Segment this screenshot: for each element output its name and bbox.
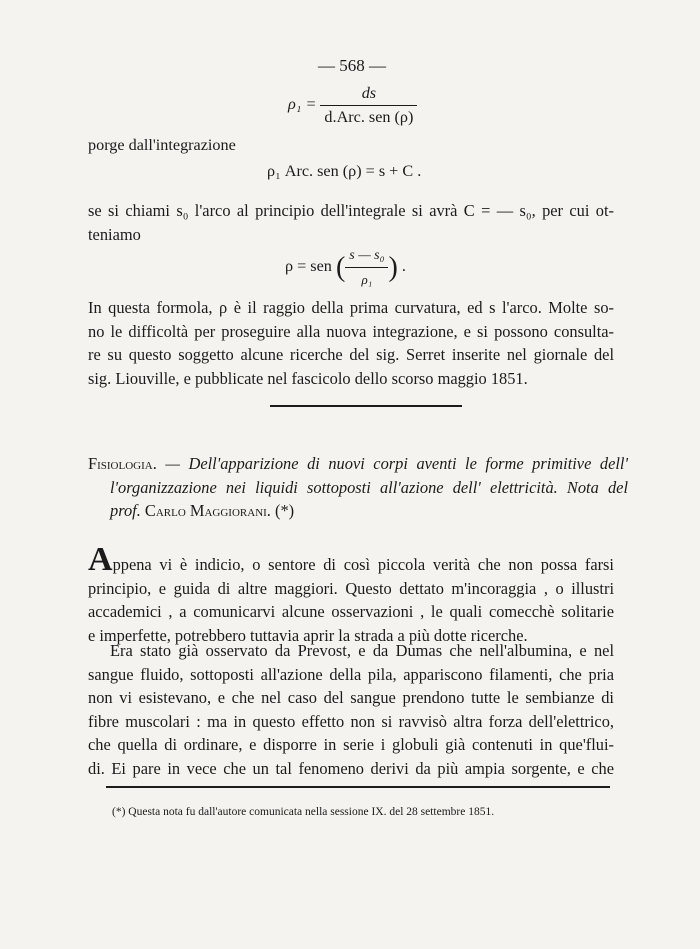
section-divider xyxy=(270,405,462,407)
paragraph-4-line: di. Ei pare in vece che un tal fenomeno derivi da più ampia sorgente, e che xyxy=(88,758,614,778)
paragraph-4-line: che quella di ordinare, e disporre in serie i globuli già contenuti in que'flui- xyxy=(88,735,614,754)
paragraph-1-line: teniamo xyxy=(88,224,141,244)
paragraph-3-first-line-text: ppena vi è indicio, o sentore di così piccola verità che non possa farsi xyxy=(112,555,614,574)
paragraph-1 xyxy=(88,199,614,246)
equation-2: ρ₁ Arc. sen (ρ) = s + C . xyxy=(267,162,422,180)
article-heading xyxy=(88,452,628,523)
footnote: (*) Questa nota fu dall'autore comunicata nella sessione IX. del 28 settembre 1851. xyxy=(112,806,495,818)
page-number: — 568 — xyxy=(318,56,386,75)
right-paren: ) xyxy=(388,252,398,283)
paragraph-4-line: Era stato già osservato da Prevost, e da Dumas che nell'albumina, e nel xyxy=(110,641,614,660)
paragraph-3-line: accademici , a comunicarvi alcune osservazioni , le quali comecchè solitarie xyxy=(88,602,614,621)
equation-3-denominator: ρ₁ xyxy=(345,267,388,291)
footnote-divider xyxy=(106,786,610,788)
heading-line-3 xyxy=(110,499,628,523)
paragraph-2-line: no le difficoltà per proseguire alla nuova integrazione, e si possono consulta- xyxy=(88,321,614,341)
heading-prof: prof. xyxy=(110,501,141,520)
equation-3-lhs: ρ = sen xyxy=(285,257,332,276)
equation-3 xyxy=(285,244,406,291)
equation-1-lhs: ρ₁ = xyxy=(288,95,317,114)
heading-line-1 xyxy=(88,452,628,476)
equation-1-fraction xyxy=(320,82,417,129)
paragraph-3-line xyxy=(88,541,614,578)
paragraph-4-line: non vi esistevano, e che nel caso del sangue prendono tutte le sembianze di xyxy=(88,688,614,707)
equation-1 xyxy=(288,82,417,129)
paragraph-2-line: sig. Liouville, e pubblicate nel fascicolo dello scorso maggio 1851. xyxy=(88,368,528,388)
paragraph-3 xyxy=(88,541,614,647)
equation-1-numerator: ds xyxy=(361,84,377,102)
equation-3-tail: . xyxy=(401,257,406,276)
author-name: Carlo Maggiorani. xyxy=(144,501,271,520)
line-porge: porge dall'integrazione xyxy=(88,136,236,154)
paragraph-2-line: In questa formola, ρ è il raggio della prima curvatura, ed s l'arco. Molte so- xyxy=(88,298,614,317)
paragraph-2-line: re su questo soggetto alcune ricerche del sig. Serret inserite nel giornale del xyxy=(88,345,614,364)
equation-3-numerator: s — s₀ xyxy=(349,248,385,263)
paragraph-1-line: se si chiami s₀ l'arco al principio dell'integrale si avrà C = — s₀, per cui ot- xyxy=(88,201,614,220)
paragraph-4 xyxy=(88,639,614,780)
note-marker: (*) xyxy=(275,501,295,520)
heading-title-part-1: — Dell'apparizione di nuovi corpi aventi le forme primitive dell' xyxy=(165,454,628,473)
paragraph-3-line: principio, e guida di altre maggiori. Questo dettato m'incoraggia , o illustri xyxy=(88,578,614,598)
heading-line-2: l'organizzazione nei liquidi sottoposti all'azione dell' elettricità. Nota del xyxy=(110,477,628,497)
paragraph-4-line: sangue fluido, sottoposti all'azione della pila, appariscono filamenti, che pria xyxy=(88,664,614,684)
equation-3-fraction xyxy=(345,244,388,291)
equation-1-denominator: d.Arc. sen (ρ) xyxy=(320,105,417,129)
paragraph-2 xyxy=(88,296,614,390)
paragraph-3-line: e imperfette, potrebbero tuttavia aprir la strada a più dotte ricerche. xyxy=(88,625,528,645)
section-label: Fisiologia. xyxy=(88,454,157,473)
paragraph-4-line: fibre muscolari : ma in questo effetto non si ravvisò altra forza dell'elettrico, xyxy=(88,711,614,731)
drop-cap: A xyxy=(88,541,113,578)
left-paren: ( xyxy=(335,252,346,283)
